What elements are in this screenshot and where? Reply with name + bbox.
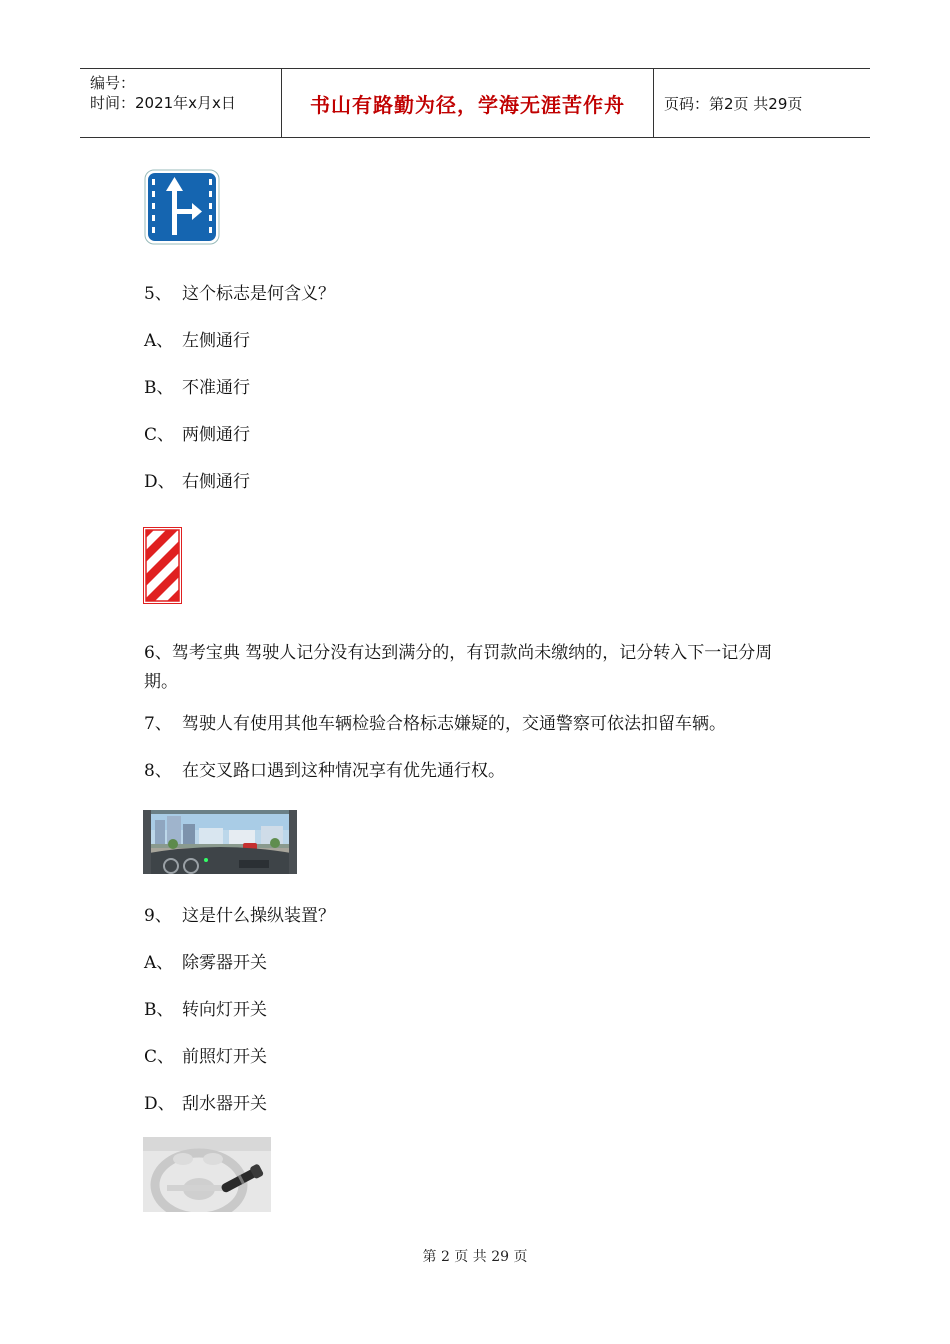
option-9d: D、 刮水器开关 bbox=[144, 1094, 267, 1114]
question-9: 9、 这是什么操纵装置？ bbox=[144, 906, 335, 926]
option-5a: A、 左侧通行 bbox=[144, 331, 250, 351]
option-9a: A、 除雾器开关 bbox=[144, 953, 267, 973]
straight-right-lane-sign-image bbox=[144, 169, 220, 245]
header-meta bbox=[80, 69, 282, 137]
steering-wheel-stalk-image bbox=[143, 1137, 271, 1212]
question-5: 5、 这个标志是何含义？ bbox=[144, 284, 335, 304]
option-5c: C、 两侧通行 bbox=[144, 425, 250, 445]
option-9c: C、 前照灯开关 bbox=[144, 1047, 267, 1067]
time-label: 时间：2021年x月x日 bbox=[90, 94, 236, 112]
number-label: 编号： bbox=[90, 74, 136, 92]
hazard-marker-sign-image bbox=[143, 527, 182, 604]
option-5d: D、 右侧通行 bbox=[144, 472, 250, 492]
header-motto: 书山有路勤为径，学海无涯苦作舟 bbox=[282, 69, 654, 137]
option-9b: B、 转向灯开关 bbox=[144, 1000, 267, 1020]
header-page-info: 页码：第2页 共29页 bbox=[664, 94, 803, 113]
page-header bbox=[80, 68, 870, 138]
page-footer: 第 2 页 共 29 页 bbox=[422, 1249, 528, 1265]
intersection-driver-view-image bbox=[143, 810, 297, 874]
option-5b: B、 不准通行 bbox=[144, 378, 250, 398]
question-7: 7、 驾驶人有使用其他车辆检验合格标志嫌疑的，交通警察可依法扣留车辆。 bbox=[144, 714, 726, 734]
question-8: 8、 在交叉路口遇到这种情况享有优先通行权。 bbox=[144, 761, 505, 781]
question-6: 6、驾考宝典 驾驶人记分没有达到满分的，有罚款尚未缴纳的，记分转入下一记分周期。 bbox=[144, 643, 773, 692]
